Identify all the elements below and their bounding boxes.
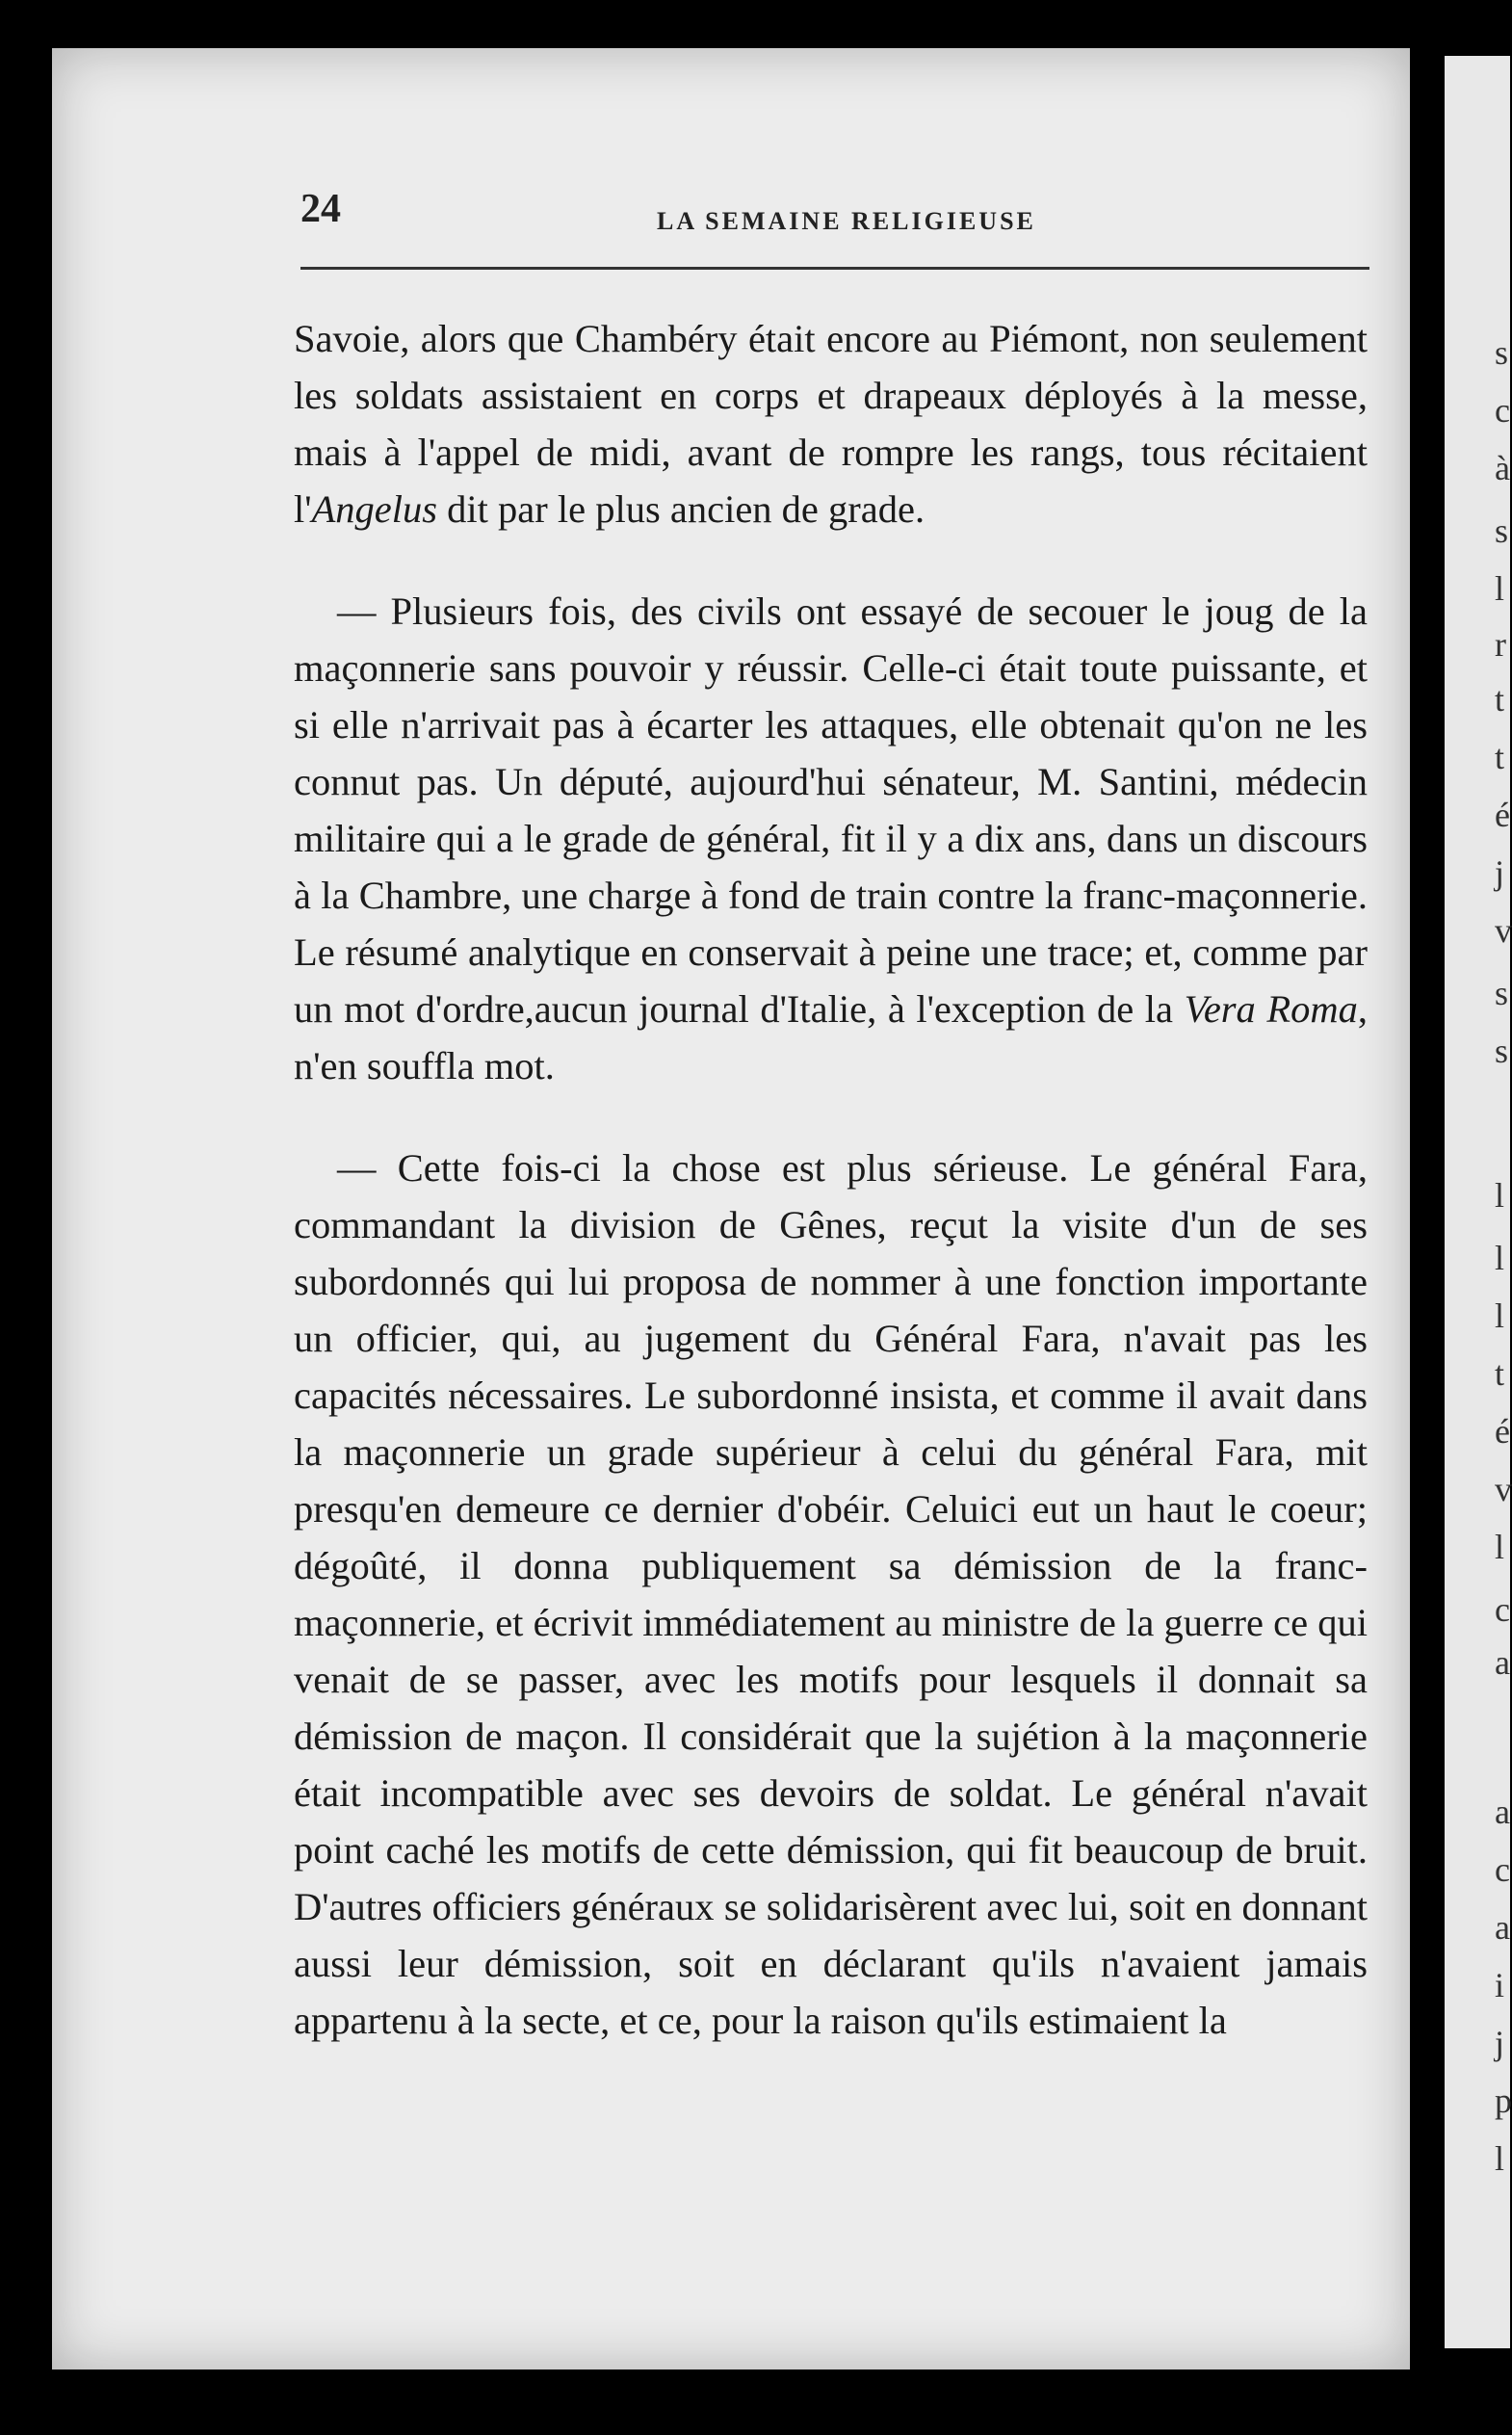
facing-page-letter: l: [1495, 569, 1505, 608]
paragraph-2-text-end: , n'en souffla mot.: [294, 987, 1368, 1087]
page-number: 24: [300, 187, 341, 231]
facing-page-letter: l: [1495, 1239, 1505, 1277]
facing-page-letter: r: [1495, 625, 1506, 664]
facing-page-letter: a: [1495, 1793, 1510, 1831]
paragraph-2-italic: Vera Roma: [1184, 987, 1358, 1031]
running-head: LA SEMAINE RELIGIEUSE: [657, 207, 1036, 235]
paragraph-2: [294, 583, 1368, 1094]
page-header: [300, 186, 1369, 244]
facing-page-letter: s: [1495, 511, 1509, 550]
facing-page-letter: s: [1495, 974, 1509, 1012]
facing-page-letter: s: [1495, 333, 1509, 372]
paragraph-3-text: — Cette fois-ci la chose est plus sérieuse. Le général Fara, commandant la division de Gênes, reçut la visite d'un de ses subordonnés qui lui proposa de nommer à une fonction importante un officier, qui, au jugement du Général Fara, n'avait pas les capacités nécessaires. Le subordonné insista, et comme il avait dans la maçonnerie un grade supérieur à celui du général Fara, mit presqu'en demeure ce dernier d'obéir. Celuici eut un haut le coeur; dégoûté, il donna publiquement sa démission de la franc-maçonnerie, et écrivit immédiatement au ministre de la guerre ce qui venait de se passer, avec les motifs pour lesquels il donnait sa démission de maçon. Il considérait que la sujétion à la maçonnerie était incompatible avec ses devoirs de soldat. Le général n'avait point caché les motifs de cette démission, qui fit beaucoup de bruit. D'autres officiers généraux se solidarisèrent avec lui, soit en donnant aussi leur démission, soit en déclarant qu'ils n'avaient jamais appartenu à la secte, et ce, pour la raison qu'ils estimaient la: [294, 1146, 1368, 2042]
paragraph-1-italic: Angelus: [311, 487, 438, 531]
facing-page-letter: é: [1495, 1412, 1510, 1451]
facing-page-letter: v: [1495, 1470, 1512, 1508]
facing-page-letter: c: [1495, 1850, 1510, 1889]
paragraph-1: [294, 310, 1368, 537]
facing-page-letter: a: [1495, 1908, 1510, 1947]
facing-page-letter: c: [1495, 391, 1510, 430]
facing-page-letter: l: [1495, 1528, 1505, 1566]
paragraph-2-text: — Plusieurs fois, des civils ont essayé de secouer le joug de la maçonnerie sans pouvoir y réussir. Celle-ci était toute puissante, et si elle n'arrivait pas à écarter les attaques, elle obtenait qu'on ne les connut pas. Un député, aujourd'hui sénateur, M. Santini, médecin militaire qui a le grade de général, fit il y a dix ans, dans un discours à la Chambre, une charge à fond de train contre la franc-maçonnerie. Le résumé analytique en conservait à peine une trace; et, comme par un mot d'ordre,aucun journal d'Italie, à l'exception de la: [294, 589, 1368, 1031]
facing-page-letter: c: [1495, 1590, 1510, 1629]
facing-page-letter: p: [1495, 2082, 1512, 2120]
facing-page-letter: a: [1495, 1643, 1510, 1682]
facing-page-letter: v: [1495, 911, 1512, 950]
paragraph-1-text: Savoie, alors que Chambéry était encore au Piémont, non seulement les soldats assistaient en corps et drapeaux déployés à la messe, mais à l'appel de midi, avant de rompre les rangs, tous récitaient l': [294, 317, 1368, 531]
facing-page-letter: l: [1495, 2139, 1505, 2178]
facing-page-letter: j: [1495, 853, 1505, 892]
header-rule: [300, 267, 1369, 270]
facing-page-letter: é: [1495, 796, 1510, 834]
body-text: [294, 310, 1368, 2049]
facing-page-letter: j: [1495, 2024, 1505, 2062]
facing-page-letter: s: [1495, 1032, 1509, 1070]
facing-page-letter: à: [1495, 449, 1510, 487]
facing-page-letter: i: [1495, 1966, 1505, 2004]
paragraph-1-text-end: dit par le plus ancien de grade.: [437, 487, 925, 531]
facing-page-letter: t: [1495, 680, 1505, 719]
facing-page-letter: t: [1495, 1354, 1505, 1393]
paragraph-3: [294, 1139, 1368, 2049]
facing-page-letter: t: [1495, 738, 1505, 776]
facing-page-letter: l: [1495, 1176, 1505, 1215]
facing-page-letter: l: [1495, 1296, 1505, 1335]
